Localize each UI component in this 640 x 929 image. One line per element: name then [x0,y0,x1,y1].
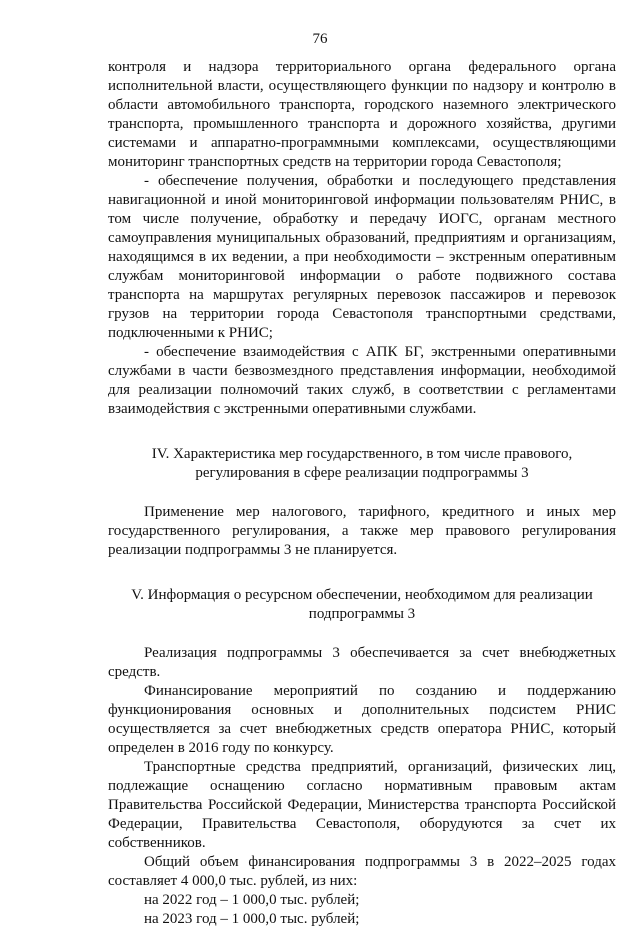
section-4-heading-line-2: регулирования в сфере реализации подпрограммы 3 [195,465,529,481]
section-4-heading-line-1: IV. Характеристика мер государственного, в том числе правового, [151,446,573,462]
section-4-text: Применение мер налогового, тарифного, кредитного и иных мер государственного регулирования, а также мер правового регулирования реализации подпрограммы 3 не планируется. [108,504,616,558]
page-number: 76 [312,31,328,47]
section-5-total-volume: Общий объем финансирования подпрограммы 3 в 2022–2025 годах составляет 4 000,0 тыс. рублей, из них: [108,854,616,889]
year-2022-line: на 2022 год – 1 000,0 тыс. рублей; [144,892,360,908]
paragraph-rnis-information: - обеспечение получения, обработки и последующего представления навигационной и иной мониторинговой информации пользователям РНИС, в том числе получение, обработку и передачу ИОГС, органам местного самоуправления муниципальных образований, предприятиям и организациям, находящимся в их ведении, а при необходимости – экстренным оперативным службам мониторинговой информации о работе подвижного состава транспорта на маршрутах регулярных перевозок пассажиров и перевозок грузов на территории города Севастополя транспортными средствами, подключенными к РНИС; [108,173,616,341]
section-5-heading-line-2: подпрограммы 3 [308,606,416,622]
year-2023-line: на 2023 год – 1 000,0 тыс. рублей; [144,911,360,927]
section-5-heading-line-1: V. Информация о ресурсном обеспечении, необходимом для реализации [131,587,593,603]
page-content [108,58,616,929]
section-5-financing: Финансирование мероприятий по созданию и поддержанию функционирования основных и дополнительных подсистем РНИС осуществляется за счет внебюджетных средств оператора РНИС, который определен в 2016 году по конкурсу. [108,683,616,756]
section-5-funding-source: Реализация подпрограммы 3 обеспечивается за счет внебюджетных средств. [108,645,616,680]
paragraph-emergency-services: - обеспечение взаимодействия с АПК БГ, экстренными оперативными службами в части безвозмездного представления информации, необходимой для реализации полномочий таких служб, в соответствии с регламентами взаимодействия с экстренными оперативными службами. [108,344,616,417]
paragraph-monitoring-control: контроля и надзора территориального органа федерального органа исполнительной власти, осуществляющего функции по надзору и контролю в области автомобильного транспорта, городского наземного электрического транспорта, промышленного транспорта и дорожного хозяйства, другими системами и аппаратно-программными комплексами, осуществляющими мониторинг транспортных средств на территории города Севастополя; [108,59,616,170]
section-5-vehicles: Транспортные средства предприятий, организаций, физических лиц, подлежащие оснащению согласно нормативным правовым актам Правительства Российской Федерации, Министерства транспорта Российской Федерации, Правительства Севастополя, оборудуются за счет их собственников. [108,759,616,851]
